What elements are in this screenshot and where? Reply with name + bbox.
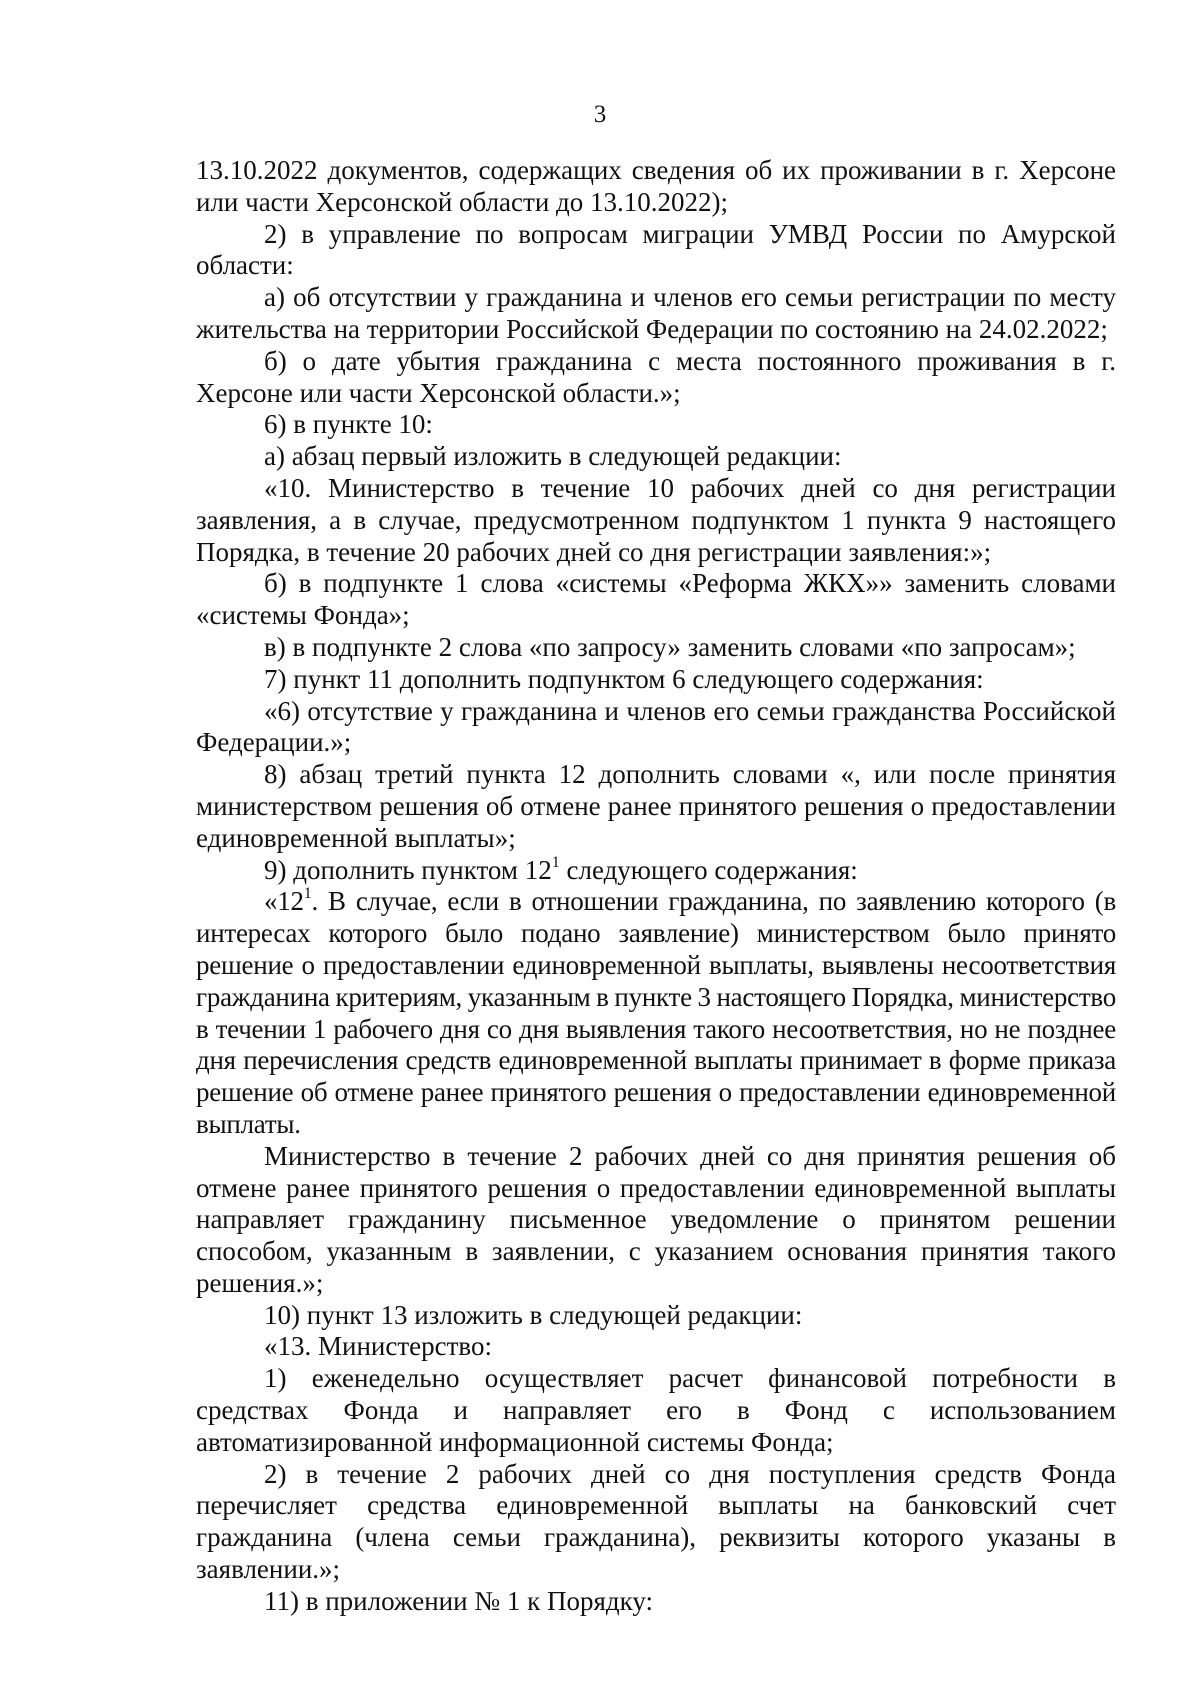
paragraph-quote-6: «6) отсутствие у гражданина и членов его семьи гражданства Российской Федерации.»;: [196, 695, 1116, 758]
paragraph-item-9-text: 9) дополнить пунктом 12: [264, 854, 552, 885]
superscript-1: 1: [551, 853, 560, 871]
paragraph-ministry-notice: Министерство в течение 2 рабочих дней со дня принятия решения об отмене ранее принятого решения о предоставлении единовременной выплаты направляет гражданину письменное уведомление о принятом решении способом, указанным в заявлении, с указанием основания принятия такого решения.»;: [196, 1140, 1116, 1298]
paragraph-quote-13: «13. Министерство:: [264, 1331, 492, 1362]
paragraph-item-9-text-end: следующего содержания:: [559, 854, 858, 885]
paragraph-item-6-v: в) в подпункте 2 слова «по запросу» заменить словами «по запросам»;: [264, 631, 1076, 662]
document-body: [196, 155, 1116, 1618]
paragraph-quote-12-1-text: . В случае, если в отношении гражданина, по заявлению которого (в интересах которого было подано заявление) министерством было принято решение о предоставлении единовременной выплаты, выявлены несоответствия гражданина критериям, указанным в пункте 3 настоящего Порядка, министерство в течении 1 рабочего дня со дня выявления такого несоответствия, но не позднее дня перечисления средств единовременной выплаты принимает в форме приказа решение об отмене ранее принятого решения о предоставлении единовременной выплаты.: [196, 886, 1116, 1139]
paragraph-item-7: 7) пункт 11 дополнить подпунктом 6 следующего содержания:: [264, 663, 984, 694]
paragraph-quote-12-1-lead: «12: [264, 886, 304, 917]
paragraph-item-2: 2) в управление по вопросам миграции УМВД России по Амурской области:: [196, 218, 1116, 281]
paragraph-quote-13-2: 2) в течение 2 рабочих дней со дня поступления средств Фонда перечисляет средства единовременной выплаты на банковский счет гражданина (члена семьи гражданина), реквизиты которого указаны в заявлении.»;: [196, 1458, 1116, 1585]
paragraph-quote-12-1: [196, 886, 1116, 1140]
paragraph-quote-13-1: 1) еженедельно осуществляет расчет финансовой потребности в средствах Фонда и направляет его в Фонд с использованием автоматизированной информационной системы Фонда;: [196, 1363, 1116, 1457]
superscript-1: 1: [303, 885, 312, 903]
paragraph-quote-10: «10. Министерство в течение 10 рабочих дней со дня регистрации заявления, а в случае, предусмотренном подпунктом 1 пункта 9 настоящего Порядка, в течение 20 рабочих дней со дня регистрации заявления:»;: [196, 472, 1116, 567]
paragraph-subitem-a: а) об отсутствии у гражданина и членов его семьи регистрации по месту жительства на территории Российской Федерации по состоянию на 24.02.2022;: [196, 282, 1116, 344]
paragraph-item-11: 11) в приложении № 1 к Порядку:: [264, 1585, 653, 1616]
paragraph-item-10: 10) пункт 13 изложить в следующей редакции:: [264, 1299, 803, 1330]
paragraph-item-8: 8) абзац третий пункта 12 дополнить словами «, или после принятия министерством решения об отмене ранее принятого решения о предоставлении единовременной выплаты»;: [196, 759, 1116, 853]
paragraph-item-6: 6) в пункте 10:: [264, 409, 433, 440]
paragraph-continuation: 13.10.2022 документов, содержащих сведения об их проживании в г. Херсоне или части Херсонской области до 13.10.2022);: [196, 155, 1116, 217]
paragraph-item-6-a: а) абзац первый изложить в следующей редакции:: [264, 441, 842, 472]
paragraph-item-6-b: б) в подпункте 1 слова «системы «Реформа ЖКХ»» заменить словами «системы Фонда»;: [196, 568, 1116, 631]
paragraph-subitem-b: б) о дате убытия гражданина с места постоянного проживания в г. Херсоне или части Херсонской области.»;: [196, 345, 1116, 408]
page-number: 3: [593, 101, 607, 128]
paragraph-item-9: [196, 855, 1116, 887]
